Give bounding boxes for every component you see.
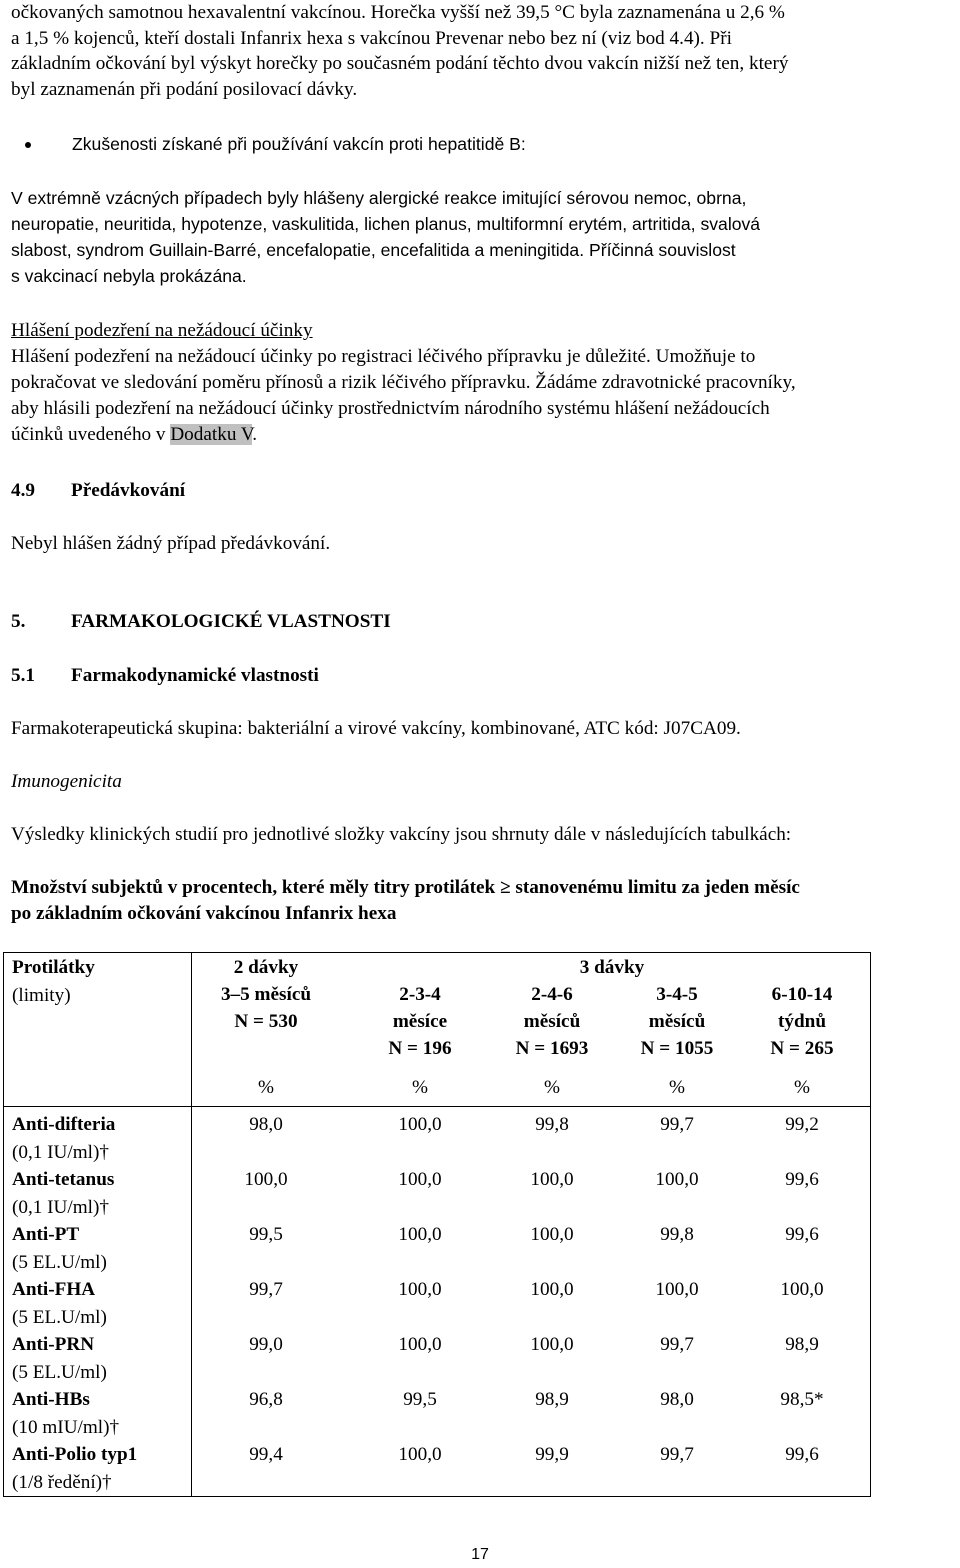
table-row [192,1441,870,1496]
page-number: 17 [471,1546,489,1563]
intro-line-2: a 1,5 % kojenců, kteří dostali Infanrix hexa s vakcínou Prevenar nebo bez ní (viz bod 4.4). Při [11,27,732,49]
table-cell-value: 99,7 [660,1334,694,1355]
hep-b-line-2: neuropatie, neuritida, hypotenze, vaskulitida, lichen planus, multiformní erytém, artritida, svalová [11,214,761,234]
header-limit: (limity) [12,984,71,1006]
reporting-line-2: pokračovat ve sledování poměru přínosů a rizik léčivého přípravku. Žádáme zdravotnické pracovníky, [11,372,796,393]
antibody-name: Anti-Polio typ1 [12,1444,138,1465]
reporting-line-3: aby hlásili podezření na nežádoucí účinky prostřednictvím národního systému hlášení nežádoucích [11,398,770,419]
reporting-section [11,318,955,448]
header-col-3-n: N = 1693 [515,1038,589,1059]
table-row-label [4,1386,191,1441]
summary-line: Výsledky klinických studií pro jednotlivé složky vakcíny jsou shrnuty dále v následujících tabulkách: [11,824,792,845]
reporting-line-1: Hlášení podezření na nežádoucí účinky po registraci léčivého přípravku je důležité. Umožňuje to [11,346,756,367]
pct-col-4: % [669,1077,685,1098]
table-cell-value: 99,9 [535,1444,569,1465]
table-cell-value: 100,0 [244,1169,288,1190]
table-title-line-1: Množství subjektů v procentech, které měly titry protilátek ≥ stanovenému limitu za jeden měsíc [11,877,800,898]
hep-b-line-1: V extrémně vzácných případech byly hlášeny alergické reakce imitující sérovou nemoc, obrna, [11,188,747,208]
bullet-dot-icon [25,142,31,148]
table-cell-value: 100,0 [398,1169,442,1190]
header-col-1 [192,981,340,1035]
antibody-limit: (1/8 ředění)† [12,1471,112,1493]
table-row [192,1166,870,1221]
row-values [192,1111,870,1496]
header-col-3 [492,981,612,1062]
table-title-line-2: po základním očkování vakcínou Infanrix hexa [11,903,397,924]
antibody-name: Anti-tetanus [12,1169,115,1190]
table-cell-value: 100,0 [530,1169,574,1190]
antibody-name: Anti-difteria [12,1114,116,1135]
row-labels-cell [4,1107,192,1497]
section-4-9-body: Nebyl hlášen žádný případ předávkování. [11,533,331,554]
antibody-limit: (5 EL.U/ml) [12,1306,107,1328]
table-row-label [4,1111,191,1166]
header-col-5-unit: týdnů [778,1011,826,1032]
row-labels [4,1111,191,1496]
table-cell-value: 98,0 [249,1114,283,1135]
table-cell-value: 99,5 [403,1389,437,1410]
table-cell-value: 99,5 [249,1224,283,1245]
table-cell-value: 98,5* [780,1389,824,1410]
header-antibody: Protilátky [12,957,95,978]
header-col-4-unit: měsíců [648,1011,706,1032]
table-cell-value: 99,7 [660,1114,694,1135]
immunogenicity-label: Imunogenicita [11,771,122,792]
header-col-1-n: N = 530 [234,1011,298,1032]
pct-col-1: % [258,1077,274,1098]
table-row [192,1111,870,1166]
intro-line-1: očkovaných samotnou hexavalentní vakcínou. Horečka vyšší než 39,5 °C byla zaznamenána u 2,6 % [11,2,785,23]
intro-line-3: základním očkování byl výskyt horečky po současném podání těchto dvou vakcín nižší než ten, který [11,53,789,74]
pct-col-5: % [794,1077,810,1098]
intro-line-4: byl zaznamenán při podání posilovací dávky. [11,78,358,100]
table-cell-value: 99,7 [660,1444,694,1465]
header-col-4-schedule: 3-4-5 [656,984,698,1005]
table-cell-value: 98,9 [535,1389,569,1410]
table-cell-value: 100,0 [398,1444,442,1465]
table-row [192,1386,870,1441]
table-body-row [4,1107,871,1497]
table-cell-value: 98,9 [785,1334,819,1355]
table-row [192,1331,870,1386]
table-cell-value: 99,6 [785,1169,819,1190]
table-row [192,1276,870,1331]
table-row-label [4,1221,191,1276]
section-5-number: 5. [11,611,26,632]
header-col-3-schedule: 2-4-6 [531,984,573,1005]
section-4-9-title: Předávkování [71,480,186,501]
header-col-2-unit: měsíce [392,1011,448,1032]
header-col-5-n: N = 265 [770,1038,834,1059]
antibody-limit: (10 mIU/ml)† [12,1416,120,1438]
reporting-line-4 [11,422,955,448]
table-cell-value: 96,8 [249,1389,283,1410]
table-cell-value: 100,0 [398,1334,442,1355]
row-values-cell [192,1107,871,1497]
table-cell-value: 100,0 [655,1279,699,1300]
table-cell-value: 100,0 [530,1224,574,1245]
bullet-text: Zkušenosti získané při používání vakcín proti hepatitidě B: [72,134,526,154]
header-col-4-n: N = 1055 [640,1038,714,1059]
hep-b-line-3a: slabost, syndrom Guillain-Barré, encefalopatie, encefalitida a meningitida. [11,240,585,260]
table-cell-value: 100,0 [655,1169,699,1190]
section-5-1-number: 5.1 [11,665,35,686]
table-cell-value: 99,7 [249,1279,283,1300]
table-cell-value: 99,6 [785,1224,819,1245]
table-cell-value: 100,0 [398,1279,442,1300]
header-col-1-age: 3–5 měsíců [220,984,312,1005]
table-cell-value: 99,8 [535,1114,569,1135]
table-cell-value: 100,0 [530,1279,574,1300]
intro-paragraph [11,0,955,102]
header-antibody-cell [4,953,192,1107]
header-three-doses: 3 dávky [579,957,645,978]
pct-col-3: % [544,1077,560,1098]
table-row [192,1221,870,1276]
table-cell-value: 100,0 [530,1334,574,1355]
header-col-5 [742,981,862,1062]
table-row-label [4,1276,191,1331]
table-header-row [4,953,871,1107]
table-cell-value: 99,2 [785,1114,819,1135]
table-cell-value: 98,0 [660,1389,694,1410]
antibody-limit: (5 EL.U/ml) [12,1361,107,1383]
hepatitis-b-paragraph [11,185,955,289]
table-row-label [4,1166,191,1221]
reporting-line-4b: . [252,424,258,445]
header-two-doses: 2 dávky [233,957,299,978]
table-cell-value: 99,6 [785,1444,819,1465]
antibody-limit: (0,1 IU/ml)† [12,1196,109,1218]
section-5-title: FARMAKOLOGICKÉ VLASTNOSTI [71,611,391,632]
header-col-3-unit: měsíců [523,1011,581,1032]
table-cell-value: 100,0 [398,1114,442,1135]
antibody-name: Anti-HBs [12,1389,90,1410]
table-row-label [4,1331,191,1386]
header-groups-cell [192,953,871,1107]
reporting-title: Hlášení podezření na nežádoucí účinky [11,320,313,341]
section-4-9-number: 4.9 [11,480,35,501]
antibody-limit: (5 EL.U/ml) [12,1251,107,1273]
header-col-4 [617,981,737,1062]
table-title [11,875,955,927]
antibody-name: Anti-FHA [12,1279,96,1300]
section-5-1-title: Farmakodynamické vlastnosti [71,665,319,686]
antibody-name: Anti-PRN [12,1334,95,1355]
section-5-1-heading [11,663,319,689]
hep-b-line-3 [11,237,955,263]
table-cell-value: 99,8 [660,1224,694,1245]
antibody-limit: (0,1 IU/ml)† [12,1141,109,1163]
hep-b-line-3b: Příčinná souvislost [584,240,736,260]
header-col-5-schedule: 6-10-14 [771,984,833,1005]
table-cell-value: 100,0 [398,1224,442,1245]
table-row-label [4,1441,191,1496]
immunogenicity-table [3,952,871,1497]
section-5-heading [11,609,391,635]
hep-b-line-4: s vakcinací nebyla prokázána. [11,266,247,286]
reporting-line-4a: účinků uvedeného v [11,424,171,445]
table-cell-value: 99,4 [249,1444,283,1465]
antibody-name: Anti-PT [12,1224,80,1245]
header-col-2-n: N = 196 [388,1038,452,1059]
header-col-2-schedule: 2-3-4 [399,984,441,1005]
table-cell-value: 99,0 [249,1334,283,1355]
pct-col-2: % [412,1077,428,1098]
atc-line: Farmakoterapeutická skupina: bakteriální a virové vakcíny, kombinované, ATC kód: J07CA09. [11,718,741,739]
table-cell-value: 100,0 [780,1279,824,1300]
dodatek-v-link[interactable]: Dodatku V [170,424,253,445]
section-4-9-heading [11,478,185,504]
header-col-2 [360,981,480,1062]
